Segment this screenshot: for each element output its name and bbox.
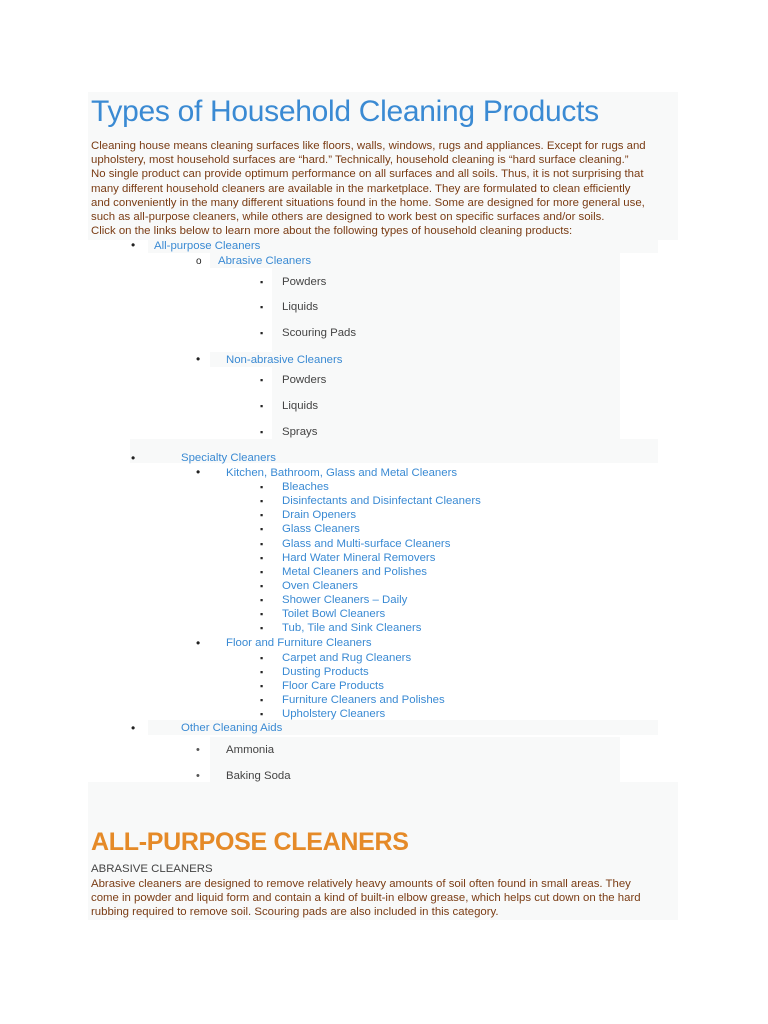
toc-link-all-purpose-cleaners[interactable]: All-purpose Cleaners bbox=[154, 240, 261, 252]
list-item: Powders bbox=[282, 374, 327, 386]
toc-link-other-cleaning-aids[interactable]: Other Cleaning Aids bbox=[181, 722, 283, 734]
section-heading: ALL-PURPOSE CLEANERS bbox=[91, 828, 409, 856]
toc-link-drain-openers[interactable]: Drain Openers bbox=[282, 509, 357, 521]
toc-link-shower-cleaners[interactable]: Shower Cleaners – Daily bbox=[282, 594, 408, 606]
intro-line: many different household cleaners are available in the marketplace. They are formulated to clean efficiently bbox=[91, 182, 631, 195]
list-bullet bbox=[260, 621, 263, 635]
toc-link-toilet-bowl[interactable]: Toilet Bowl Cleaners bbox=[282, 608, 386, 620]
list-bullet bbox=[260, 480, 263, 494]
list-bullet bbox=[196, 743, 200, 757]
toc-link-glass-multi-surface[interactable]: Glass and Multi-surface Cleaners bbox=[282, 538, 451, 550]
toc-link-furniture-polishes[interactable]: Furniture Cleaners and Polishes bbox=[282, 694, 445, 706]
list-bullet bbox=[196, 465, 200, 480]
list-bullet bbox=[196, 254, 202, 269]
list-bullet bbox=[260, 326, 263, 340]
intro-line: Cleaning house means cleaning surfaces like floors, walls, windows, rugs and appliances. Except for rugs and bbox=[91, 140, 646, 152]
toc-link-kitchen-bathroom-glass-metal[interactable]: Kitchen, Bathroom, Glass and Metal Cleaners bbox=[226, 467, 458, 479]
toc-link-abrasive-cleaners[interactable]: Abrasive Cleaners bbox=[218, 255, 312, 267]
list-bullet bbox=[260, 707, 263, 721]
intro-line: such as all-purpose cleaners, while others are designed to work best on specific surfaces and/or soils. bbox=[91, 211, 605, 224]
list-bullet bbox=[131, 238, 135, 253]
list-bullet bbox=[260, 300, 263, 314]
list-bullet bbox=[260, 665, 263, 679]
list-item: Liquids bbox=[282, 301, 319, 313]
list-bullet bbox=[131, 721, 135, 736]
list-item: Powders bbox=[282, 276, 327, 288]
toc-link-floor-care[interactable]: Floor Care Products bbox=[282, 680, 384, 692]
toc-link-carpet-rug[interactable]: Carpet and Rug Cleaners bbox=[282, 652, 412, 664]
toc-link-specialty-cleaners[interactable]: Specialty Cleaners bbox=[181, 452, 276, 464]
intro-line: Click on the links below to learn more about the following types of household cleaning products: bbox=[91, 225, 573, 238]
list-item: Baking Soda bbox=[226, 770, 291, 782]
list-bullet bbox=[260, 607, 263, 621]
list-bullet bbox=[260, 522, 263, 536]
list-bullet bbox=[196, 636, 200, 651]
list-bullet bbox=[260, 494, 263, 508]
paragraph-line: rubbing required to remove soil. Scouring pads are also included in this category. bbox=[91, 906, 499, 919]
section-subheading: ABRASIVE CLEANERS bbox=[91, 863, 213, 875]
list-bullet bbox=[260, 551, 263, 565]
list-bullet bbox=[260, 579, 263, 593]
toc-link-bleaches[interactable]: Bleaches bbox=[282, 481, 329, 493]
list-bullet bbox=[260, 275, 263, 289]
toc-link-tub-tile-sink[interactable]: Tub, Tile and Sink Cleaners bbox=[282, 622, 422, 634]
intro-line: and conveniently in the many different situations found in the home. Some are designed for more general use, bbox=[91, 196, 645, 209]
list-bullet bbox=[260, 693, 263, 707]
toc-link-floor-furniture[interactable]: Floor and Furniture Cleaners bbox=[226, 637, 372, 649]
list-bullet bbox=[260, 373, 263, 387]
toc-link-glass-cleaners[interactable]: Glass Cleaners bbox=[282, 523, 360, 535]
list-bullet bbox=[260, 565, 263, 579]
list-bullet bbox=[260, 679, 263, 693]
list-item: Ammonia bbox=[226, 744, 275, 756]
toc-link-dusting[interactable]: Dusting Products bbox=[282, 666, 369, 678]
intro-line: No single product can provide optimum performance on all surfaces and all soils. Thus, it is not surprising that bbox=[91, 168, 644, 181]
list-bullet bbox=[260, 651, 263, 665]
list-item: Sprays bbox=[282, 426, 318, 438]
toc-link-non-abrasive-cleaners[interactable]: Non-abrasive Cleaners bbox=[226, 354, 343, 366]
list-bullet bbox=[196, 352, 200, 367]
section-paragraph bbox=[91, 877, 681, 920]
list-bullet bbox=[260, 508, 263, 522]
list-bullet bbox=[131, 451, 135, 466]
page-title: Types of Household Cleaning Products bbox=[91, 95, 599, 128]
toc-link-oven-cleaners[interactable]: Oven Cleaners bbox=[282, 580, 358, 592]
list-bullet bbox=[196, 769, 200, 783]
list-item: Liquids bbox=[282, 400, 319, 412]
list-bullet bbox=[260, 593, 263, 607]
list-bullet bbox=[260, 537, 263, 551]
toc-link-upholstery[interactable]: Upholstery Cleaners bbox=[282, 708, 386, 720]
list-item: Scouring Pads bbox=[282, 327, 357, 339]
list-bullet bbox=[260, 399, 263, 413]
intro-paragraph bbox=[91, 139, 681, 238]
toc-link-disinfectants[interactable]: Disinfectants and Disinfectant Cleaners bbox=[282, 495, 481, 507]
toc-link-metal-cleaners[interactable]: Metal Cleaners and Polishes bbox=[282, 566, 427, 578]
intro-line: upholstery, most household surfaces are “hard.” Technically, household cleaning is “hard surface cleaning.” bbox=[91, 154, 629, 167]
paragraph-line: come in powder and liquid form and contain a kind of built-in elbow grease, which helps cut down on the hard bbox=[91, 892, 641, 905]
paragraph-line: Abrasive cleaners are designed to remove relatively heavy amounts of soil often found in small areas. They bbox=[91, 878, 631, 890]
toc-link-hard-water[interactable]: Hard Water Mineral Removers bbox=[282, 552, 436, 564]
list-bullet bbox=[260, 425, 263, 439]
